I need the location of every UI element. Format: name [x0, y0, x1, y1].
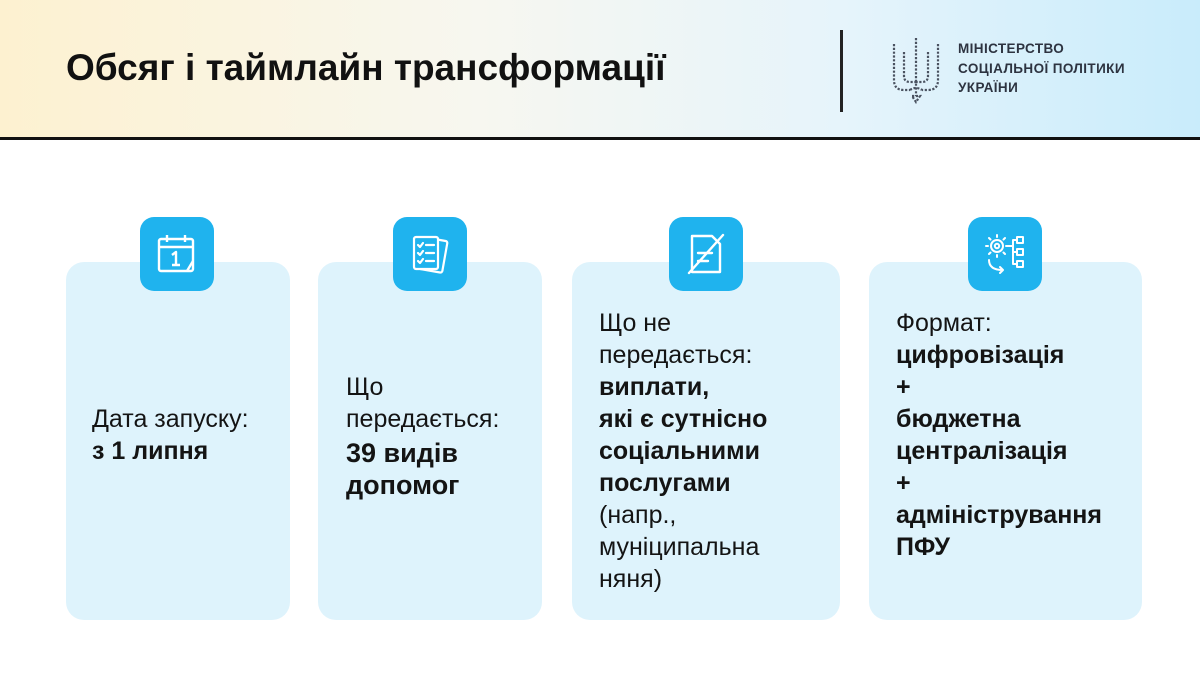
card-line-highlight: які є сутнісно	[599, 405, 768, 433]
documents-checklist-icon	[407, 231, 453, 277]
card-line: передається:	[346, 405, 500, 433]
card-line-highlight: +	[896, 373, 911, 401]
card-icon-box-1	[140, 217, 214, 291]
crossed-document-icon	[683, 231, 729, 277]
card-text-3	[599, 307, 767, 595]
card-line-highlight: 39 видів	[346, 438, 458, 468]
card-line-highlight: ПФУ	[896, 533, 950, 561]
ministry-line-1: МІНІСТЕРСТВО	[958, 41, 1065, 56]
card-line-highlight: послугами	[599, 469, 731, 497]
vertical-separator	[840, 30, 843, 112]
ministry-line-2: СОЦІАЛЬНОЇ ПОЛІТИКИ	[958, 60, 1125, 76]
card-line-highlight: централізація	[896, 437, 1068, 465]
card-line: Що не	[599, 309, 671, 337]
card-line-highlight: +	[896, 469, 911, 497]
card-line-highlight: цифровізація	[896, 341, 1065, 369]
card-line-highlight: з 1 липня	[92, 437, 209, 465]
card-line: передається:	[599, 341, 753, 369]
card-line: Що	[346, 373, 384, 401]
card-text-2	[346, 371, 499, 501]
card-line-highlight: бюджетна	[896, 405, 1021, 433]
card-text-4	[896, 307, 1102, 563]
card-line-highlight: виплати,	[599, 373, 710, 401]
ministry-name	[958, 39, 1125, 98]
card-line: Дата запуску:	[92, 405, 249, 433]
trident-emblem-icon	[890, 36, 942, 104]
card-text-1	[92, 403, 249, 467]
page-title: Обсяг і таймлайн трансформації	[66, 47, 666, 88]
card-line: няня)	[599, 565, 663, 593]
header-divider	[0, 137, 1200, 140]
calendar-icon	[154, 231, 200, 277]
card-line: Формат:	[896, 309, 992, 337]
card-icon-box-2	[393, 217, 467, 291]
ministry-line-3: УКРАЇНИ	[958, 80, 1019, 95]
digital-workflow-icon	[981, 230, 1029, 278]
card-line-highlight: допомог	[346, 470, 460, 500]
card-line-highlight: соціальними	[599, 437, 760, 465]
card-line: муніципальна	[599, 533, 760, 561]
card-line: (напр.,	[599, 501, 677, 529]
card-line-highlight: адміністрування	[896, 501, 1102, 529]
card-icon-box-4	[968, 217, 1042, 291]
card-icon-box-3	[669, 217, 743, 291]
